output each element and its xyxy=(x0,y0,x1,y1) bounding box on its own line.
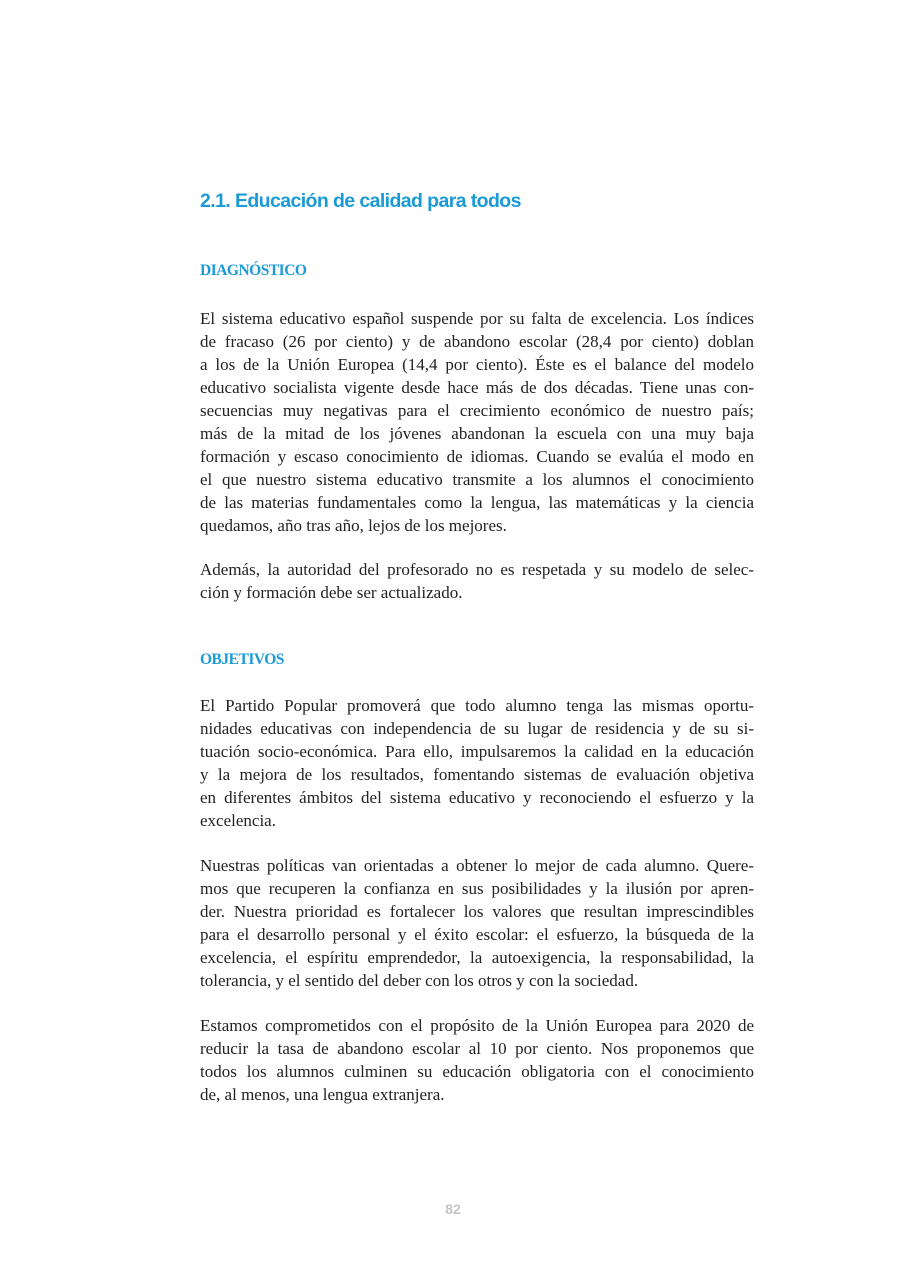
text-line: Nuestras políticas van orientadas a obtener lo mejor de cada alumno. Quere- xyxy=(200,856,754,875)
text-line: tuación socio-económica. Para ello, impulsaremos la calidad en la educación xyxy=(200,742,754,761)
text-line: de, al menos, una lengua extranjera. xyxy=(200,1085,445,1104)
page-number: 82 xyxy=(445,1201,461,1217)
text-line: nidades educativas con independencia de su lugar de residencia y de su si- xyxy=(200,719,754,738)
text-line: educativo socialista vigente desde hace más de dos décadas. Tiene unas con- xyxy=(200,378,754,397)
text-line: el que nuestro sistema educativo transmite a los alumnos el conocimiento xyxy=(200,470,754,489)
heading-diagnostico: DIAGNÓSTICO xyxy=(200,262,307,279)
text-line: El sistema educativo español suspende por su falta de excelencia. Los índices xyxy=(200,309,754,328)
text-line: más de la mitad de los jóvenes abandonan la escuela con una muy baja xyxy=(200,424,754,443)
paragraph xyxy=(200,854,754,992)
text-line: quedamos, año tras año, lejos de los mejores. xyxy=(200,516,507,535)
paragraph xyxy=(200,1014,754,1106)
text-line: reducir la tasa de abandono escolar al 10 por ciento. Nos proponemos que xyxy=(200,1039,754,1058)
text-line: Además, la autoridad del profesorado no es respetada y su modelo de selec- xyxy=(200,560,754,579)
text-line: de fracaso (26 por ciento) y de abandono escolar (28,4 por ciento) doblan xyxy=(200,332,754,351)
text-line: excelencia. xyxy=(200,811,276,830)
text-line: der. Nuestra prioridad es fortalecer los valores que resultan imprescindibles xyxy=(200,902,754,921)
text-line: secuencias muy negativas para el crecimiento económico de nuestro país; xyxy=(200,401,754,420)
text-line: a los de la Unión Europea (14,4 por ciento). Éste es el balance del modelo xyxy=(200,355,754,374)
text-line: en diferentes ámbitos del sistema educativo y reconociendo el esfuerzo y la xyxy=(200,788,754,807)
text-line: ción y formación debe ser actualizado. xyxy=(200,583,463,602)
paragraph xyxy=(200,307,754,537)
text-line: y la mejora de los resultados, fomentando sistemas de evaluación objetiva xyxy=(200,765,754,784)
text-line: de las materias fundamentales como la lengua, las matemáticas y la ciencia xyxy=(200,493,754,512)
text-line: mos que recuperen la confianza en sus posibilidades y la ilusión por apren- xyxy=(200,879,754,898)
paragraph xyxy=(200,694,754,832)
text-line: Estamos comprometidos con el propósito de la Unión Europea para 2020 de xyxy=(200,1016,754,1035)
text-line: formación y escaso conocimiento de idiomas. Cuando se evalúa el modo en xyxy=(200,447,754,466)
text-line: para el desarrollo personal y el éxito escolar: el esfuerzo, la búsqueda de la xyxy=(200,925,754,944)
heading-objetivos: OBJETIVOS xyxy=(200,651,284,668)
text-line: El Partido Popular promoverá que todo alumno tenga las mismas oportu- xyxy=(200,696,754,715)
section-title: 2.1. Educación de calidad para todos xyxy=(200,190,521,212)
paragraph xyxy=(200,558,754,604)
text-line: todos los alumnos culminen su educación obligatoria con el conocimiento xyxy=(200,1062,754,1081)
text-line: tolerancia, y el sentido del deber con los otros y con la sociedad. xyxy=(200,971,639,990)
text-line: excelencia, el espíritu emprendedor, la autoexigencia, la responsabilidad, la xyxy=(200,948,754,967)
